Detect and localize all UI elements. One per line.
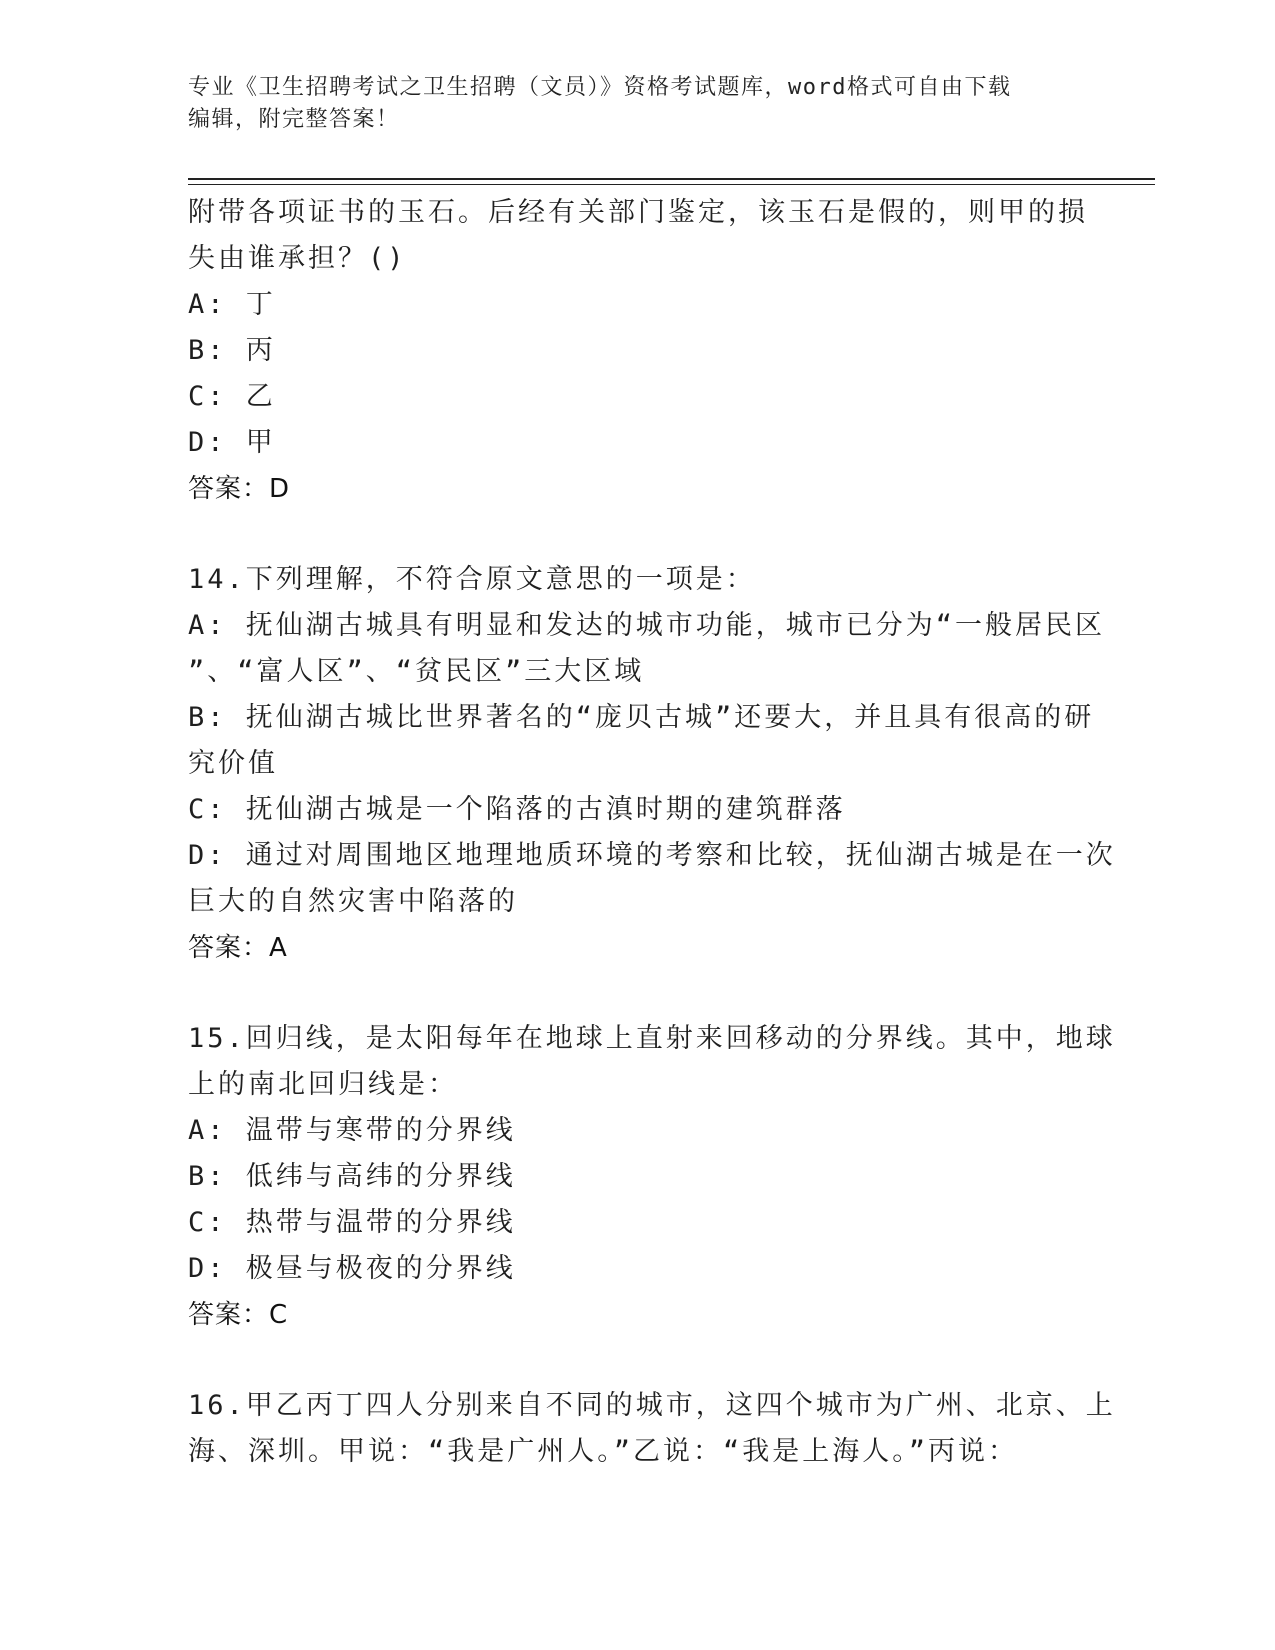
header-divider-thick — [188, 178, 1155, 180]
question-text: 14.下列理解，不符合原文意思的一项是： — [188, 564, 756, 595]
option-b-continued: 究价值 — [188, 748, 278, 779]
header-line-2: 编辑，附完整答案！ — [188, 107, 400, 132]
option-d-continued: 巨大的自然灾害中陷落的 — [188, 886, 518, 917]
question-15 — [188, 1016, 1116, 1338]
question-16 — [188, 1383, 1116, 1475]
document-header — [188, 72, 1068, 136]
option-d: D: 通过对周围地区地理地质环境的考察和比较，抚仙湖古城是在一次 — [188, 840, 1116, 871]
header-divider-thin — [188, 184, 1155, 185]
spacer — [188, 1338, 1078, 1383]
question-13 — [188, 190, 1088, 512]
header-line-1: 专业《卫生招聘考试之卫生招聘（文员）》资格考试题库，word格式可自由下载 — [188, 75, 1012, 100]
answer-line: 答案：A — [188, 933, 288, 963]
option-c: C: 抚仙湖古城是一个陷落的古滇时期的建筑群落 — [188, 794, 846, 825]
answer-line: 答案：D — [188, 474, 291, 504]
question-text: 附带各项证书的玉石。后经有关部门鉴定，该玉石是假的，则甲的损 — [188, 197, 1088, 228]
spacer — [188, 971, 1078, 1016]
answer-line: 答案：C — [188, 1300, 289, 1330]
option-c: C: 热带与温带的分界线 — [188, 1207, 516, 1238]
option-d: D: 极昼与极夜的分界线 — [188, 1253, 516, 1284]
option-a: A: 抚仙湖古城具有明显和发达的城市功能，城市已分为“一般居民区 — [188, 610, 1106, 641]
option-c: C: 乙 — [188, 381, 276, 412]
option-d: D: 甲 — [188, 427, 276, 458]
spacer — [188, 512, 1078, 557]
question-text: 上的南北回归线是： — [188, 1069, 458, 1100]
option-a: A: 丁 — [188, 289, 276, 320]
question-text: 16.甲乙丙丁四人分别来自不同的城市，这四个城市为广州、北京、上 — [188, 1390, 1116, 1421]
option-a: A: 温带与寒带的分界线 — [188, 1115, 516, 1146]
option-a-continued: ”、“富人区”、“贫民区”三大区域 — [188, 656, 645, 687]
question-14 — [188, 557, 1116, 971]
question-text: 15.回归线，是太阳每年在地球上直射来回移动的分界线。其中，地球 — [188, 1023, 1116, 1054]
question-text: 失由谁承担？() — [188, 243, 407, 274]
option-b: B: 丙 — [188, 335, 276, 366]
option-b: B: 抚仙湖古城比世界著名的“庞贝古城”还要大，并且具有很高的研 — [188, 702, 1095, 733]
question-text: 海、深圳。甲说：“我是广州人。”乙说：“我是上海人。”丙说： — [188, 1436, 1019, 1467]
option-b: B: 低纬与高纬的分界线 — [188, 1161, 516, 1192]
question-list — [188, 190, 1116, 1475]
